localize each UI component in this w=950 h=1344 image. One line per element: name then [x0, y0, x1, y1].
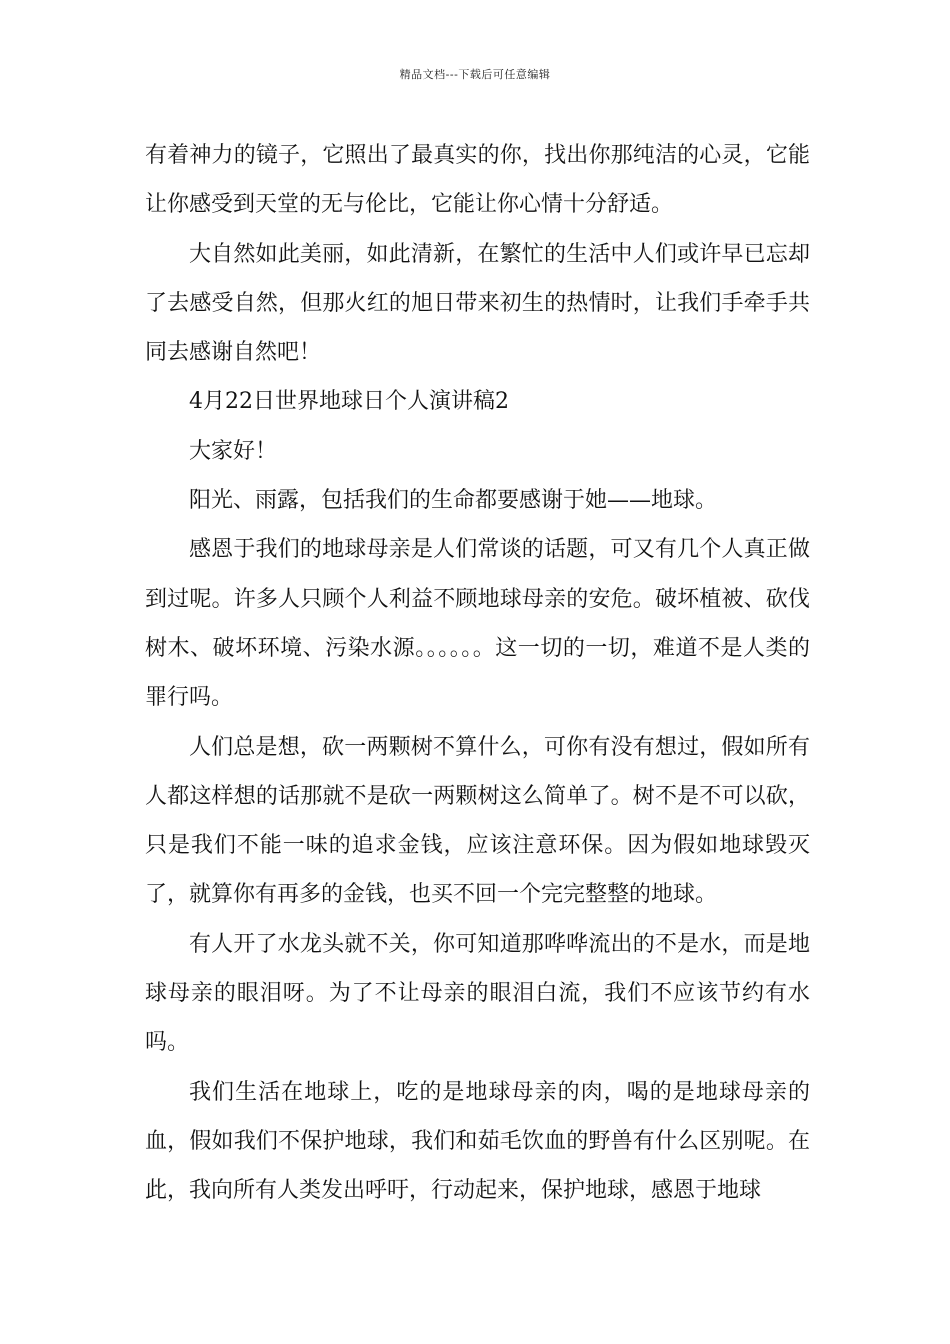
speech-title: 4月22日世界地球日个人演讲稿2: [189, 389, 509, 415]
paragraph-9: 我们生活在地球上，吃的是地球母亲的肉，喝的是地球母亲的血，假如我们不保护地球，我们和茹毛饮血的野兽有什么区别呢。在此，我向所有人类发出呼吁，行动起来，保护地球，感恩于地球: [145, 1079, 810, 1204]
paragraph-1: 有着神力的镜子，它照出了最真实的你，找出你那纯洁的心灵，它能让你感受到天堂的无与伦比，它能让你心情十分舒适。: [145, 143, 810, 218]
paragraph-2: 大自然如此美丽，如此清新，在繁忙的生活中人们或许早已忘却了去感受自然，但那火红的旭日带来初生的热情时，让我们手牵手共同去感谢自然吧！: [145, 241, 810, 366]
document-body: [145, 131, 810, 1216]
paragraph-5: 阳光、雨露，包括我们的生命都要感谢于她——地球。: [189, 488, 718, 514]
page-header: 精品文档---下载后可任意编辑: [399, 68, 551, 81]
paragraph-8: 有人开了水龙头就不关，你可知道那哗哗流出的不是水，而是地球母亲的眼泪呀。为了不让母亲的眼泪白流，我们不应该节约有水吗。: [145, 931, 810, 1056]
paragraph-6: 感恩于我们的地球母亲是人们常谈的话题，可又有几个人真正做到过呢。许多人只顾个人利益不顾地球母亲的安危。破坏植被、砍伐树木、破坏环境、污染水源。。。。。。这一切的一切，难道不是人类的罪行吗。: [145, 537, 810, 711]
greeting: 大家好！: [189, 438, 278, 464]
paragraph-7: 人们总是想，砍一两颗树不算什么，可你有没有想过，假如所有人都这样想的话那就不是砍一两颗树这么简单了。树不是不可以砍，只是我们不能一味的追求金钱，应该注意环保。因为假如地球毁灭了，就算你有再多的金钱，也买不回一个完完整整的地球。: [145, 734, 810, 908]
